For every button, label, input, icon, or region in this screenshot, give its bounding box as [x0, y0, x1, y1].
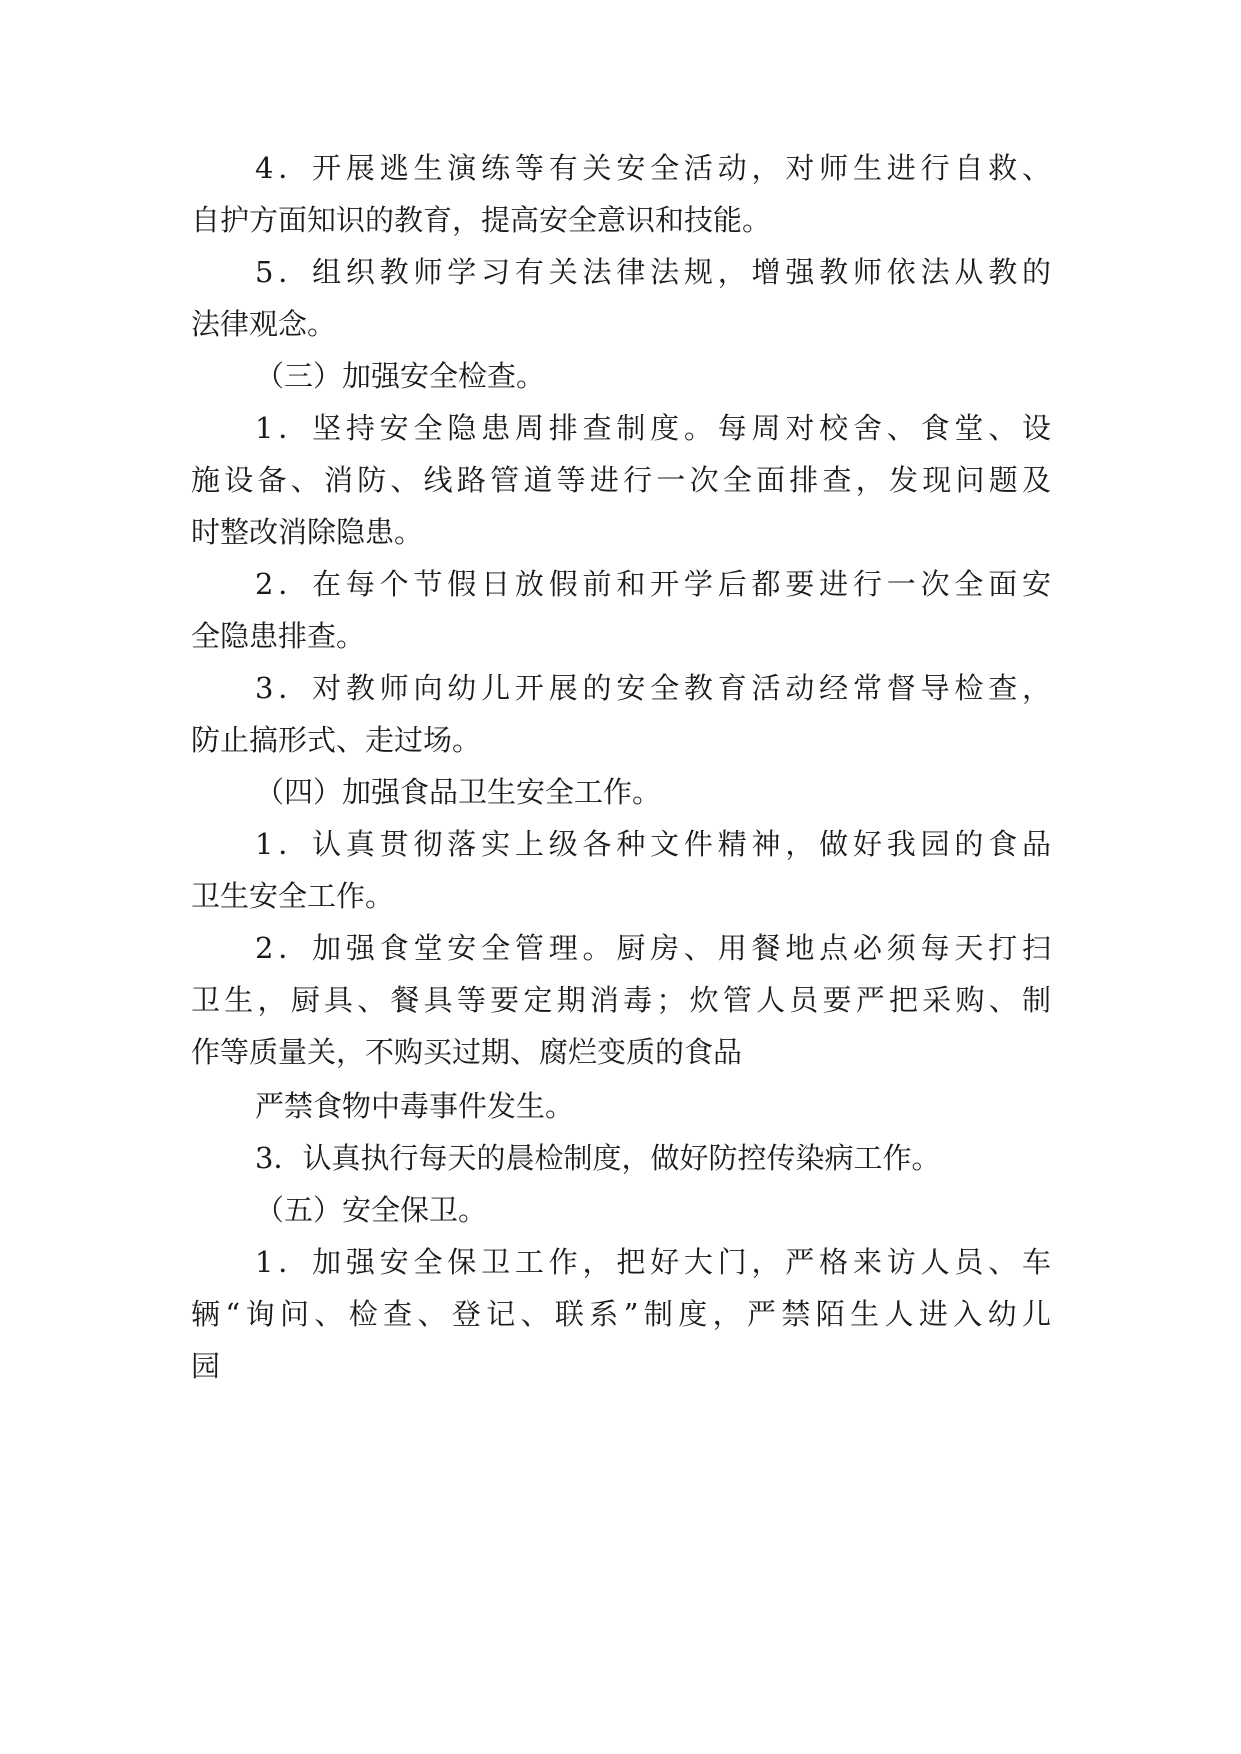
text-line: 1．认真贯彻落实上级各种文件精神，做好我园的食品 — [255, 827, 1051, 861]
text-line: 卫生，厨具、餐具等要定期消毒；炊管人员要严把采购、制 — [191, 983, 1051, 1017]
text-line: 辆“询问、检查、登记、联系”制度，严禁陌生人进入幼儿 — [191, 1297, 1051, 1331]
text-line: 2．在每个节假日放假前和开学后都要进行一次全面安 — [255, 567, 1051, 601]
section-heading: （五）安全保卫。 — [255, 1193, 488, 1227]
text-line: 3．对教师向幼儿开展的安全教育活动经常督导检查， — [255, 671, 1051, 705]
section-heading: （四）加强食品卫生安全工作。 — [255, 775, 662, 809]
text-line: 2．加强食堂安全管理。厨房、用餐地点必须每天打扫 — [255, 931, 1051, 965]
text-line: 法律观念。 — [191, 307, 337, 341]
text-line: 3．认真执行每天的晨检制度，做好防控传染病工作。 — [255, 1141, 941, 1175]
text-line: 施设备、消防、线路管道等进行一次全面排查，发现问题及 — [191, 463, 1051, 497]
text-line: 4．开展逃生演练等有关安全活动，对师生进行自救、 — [255, 151, 1051, 185]
text-line: 全隐患排查。 — [191, 619, 366, 653]
text-line: 严禁食物中毒事件发生。 — [255, 1089, 575, 1123]
text-line: 园 — [191, 1349, 221, 1383]
text-line: 自护方面知识的教育，提高安全意识和技能。 — [191, 203, 772, 237]
text-line: 1．加强安全保卫工作，把好大门，严格来访人员、车 — [255, 1245, 1051, 1279]
text-line: 1．坚持安全隐患周排查制度。每周对校舍、食堂、设 — [255, 411, 1051, 445]
text-line: 防止搞形式、走过场。 — [191, 723, 482, 757]
section-heading: （三）加强安全检查。 — [255, 359, 546, 393]
text-line: 时整改消除隐患。 — [191, 515, 424, 549]
text-line: 卫生安全工作。 — [191, 879, 395, 913]
text-line: 5．组织教师学习有关法律法规，增强教师依法从教的 — [255, 255, 1051, 289]
text-line: 作等质量关，不购买过期、腐烂变质的食品 — [191, 1035, 743, 1069]
